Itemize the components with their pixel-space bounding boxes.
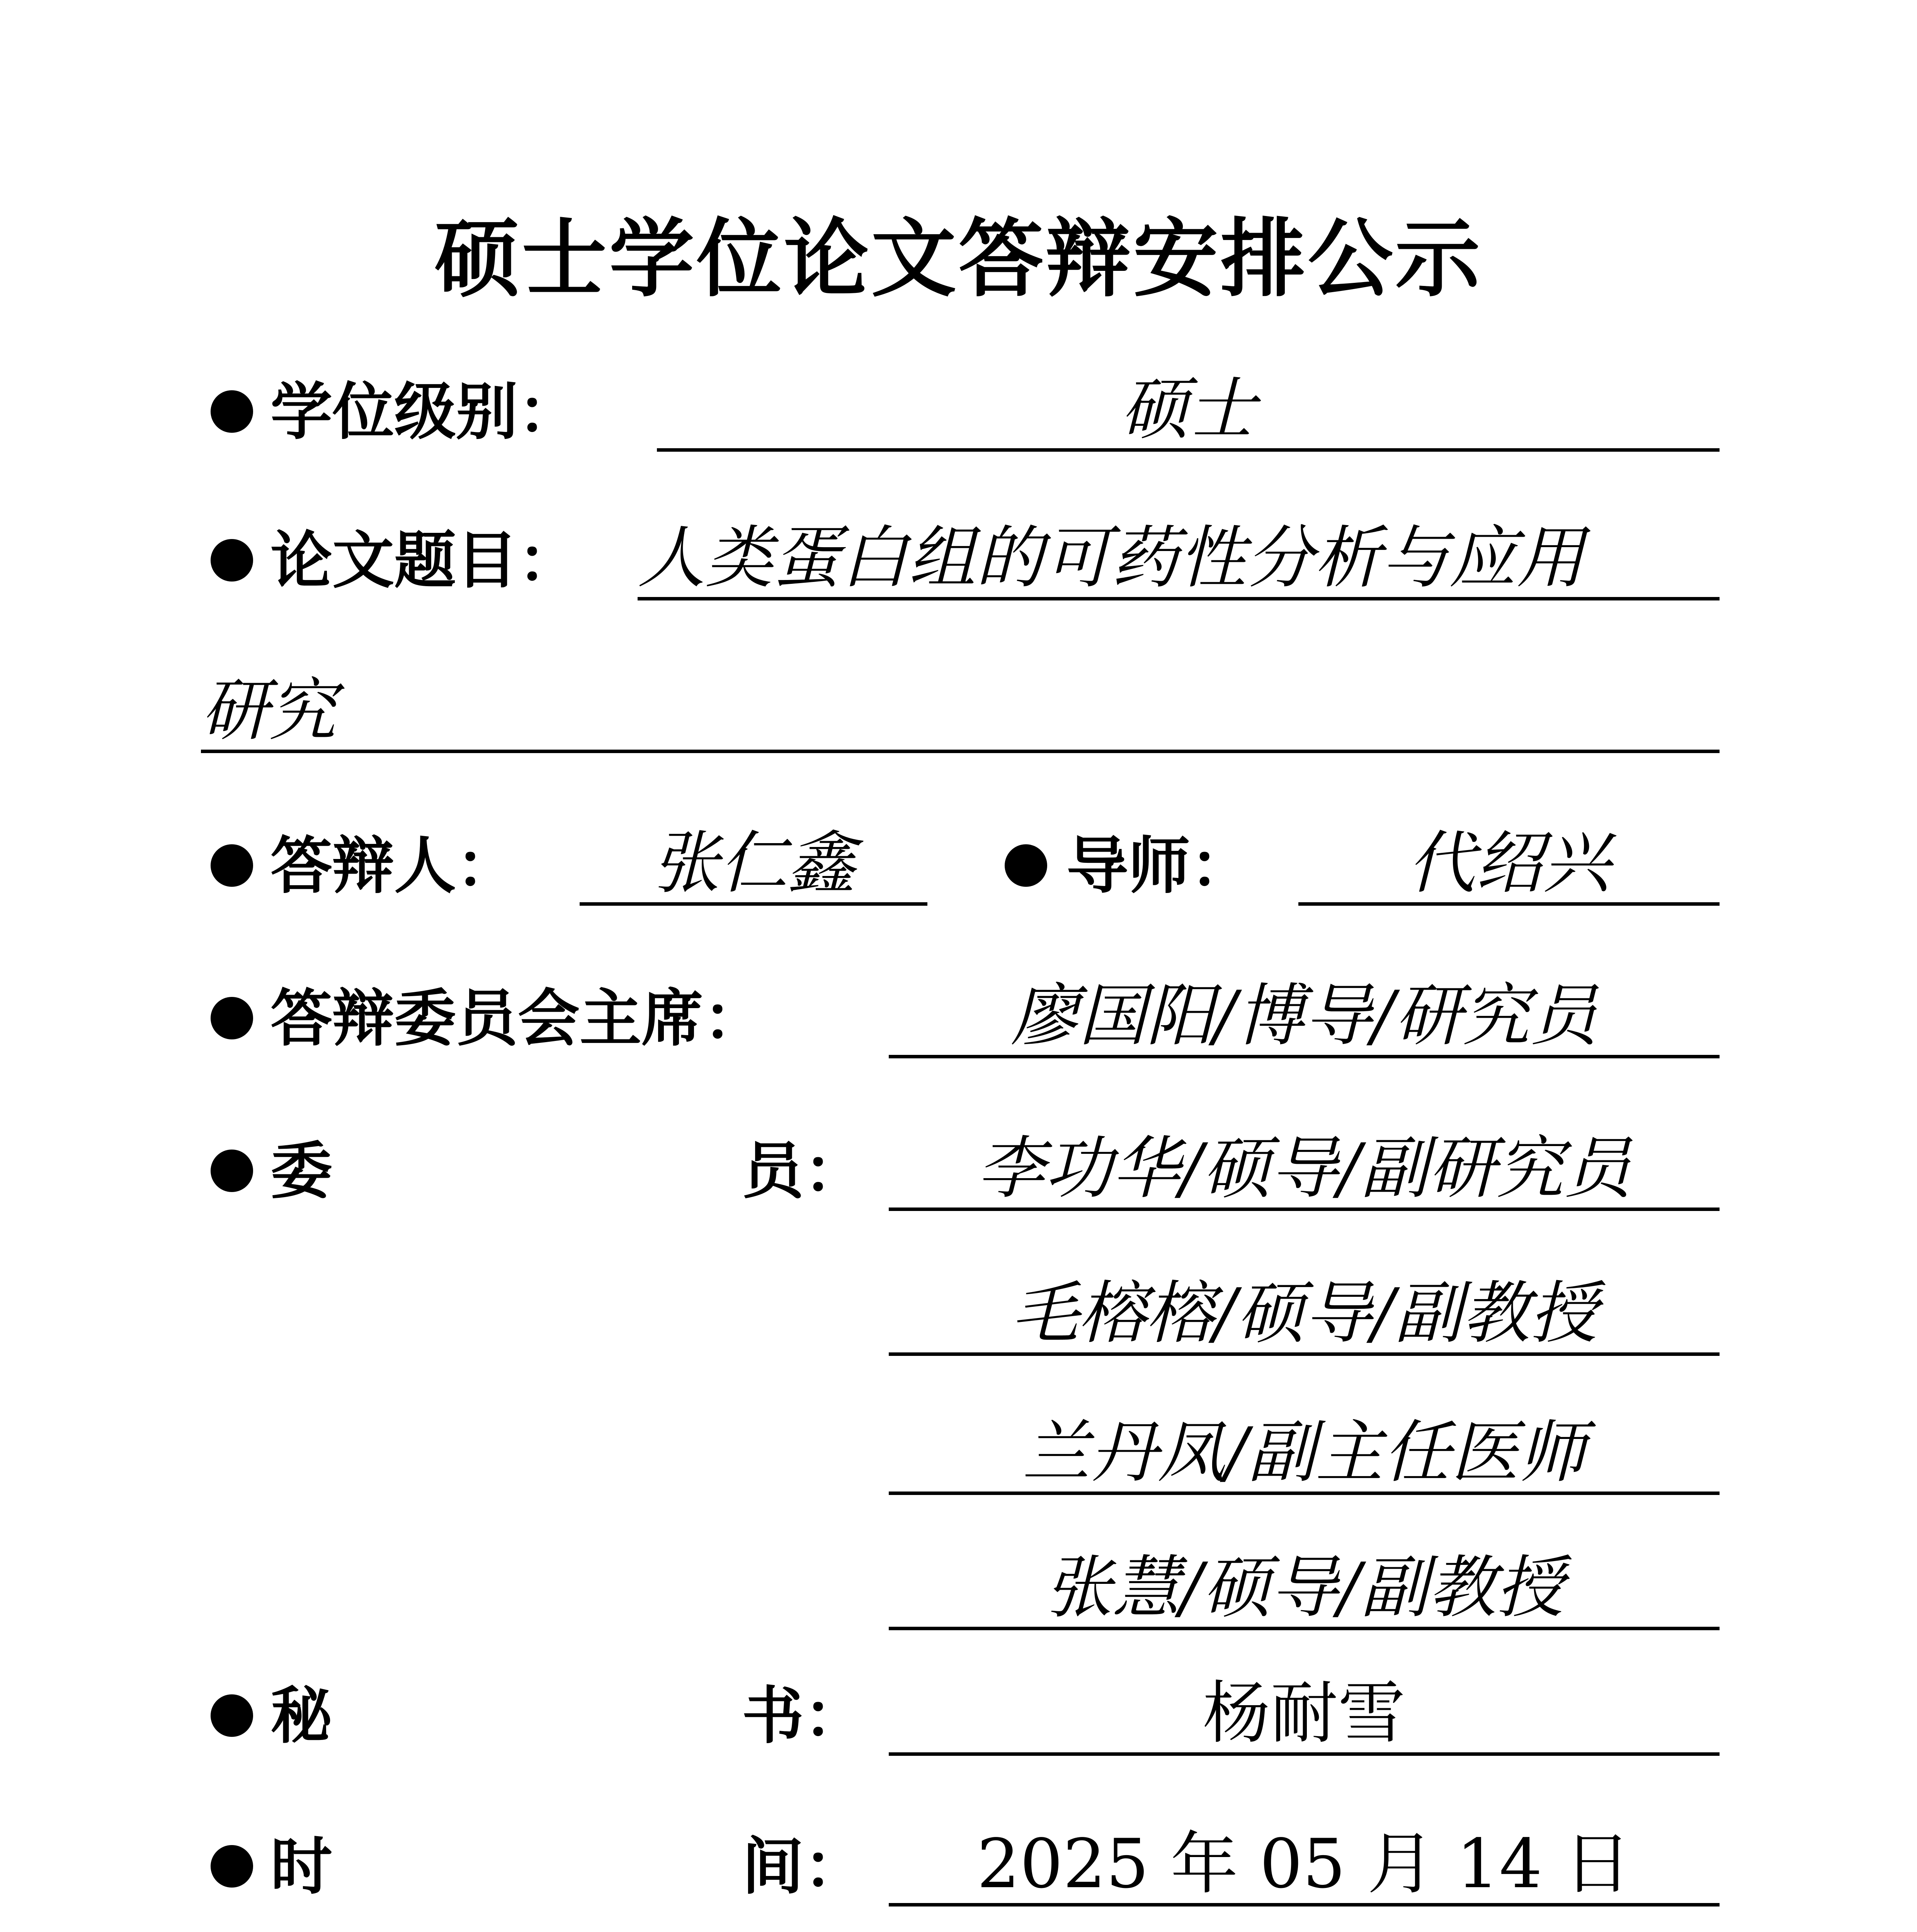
- chair-label: 答辩委员会主席：: [270, 982, 765, 1054]
- chair-value: 廖国阳/博导/研究员: [889, 978, 1720, 1058]
- bullet-icon: [1005, 844, 1047, 887]
- secretary-label-left: 秘: [270, 1679, 333, 1752]
- member-1: 李功华/硕导/副研究员: [889, 1130, 1720, 1211]
- bullet-icon: [211, 539, 253, 582]
- time-label-left: 时: [270, 1830, 333, 1903]
- degree-label: 学位级别：: [270, 375, 580, 448]
- defender-label: 答辩人：: [270, 829, 518, 902]
- member-2: 毛榕榕/硕导/副教授: [889, 1275, 1720, 1356]
- thesis-title-line1: 人类蛋白组的可药性分析与应用: [638, 520, 1720, 600]
- time-label-right: 间：: [742, 1830, 866, 1903]
- thesis-title-label: 论文题目：: [270, 524, 580, 597]
- degree-value: 硕士: [657, 371, 1720, 452]
- page-title: 硕士学位论文答辩安排公示: [434, 209, 1483, 308]
- bullet-icon: [211, 390, 253, 433]
- bullet-icon: [211, 1694, 253, 1737]
- secretary-label-right: 书：: [742, 1679, 866, 1752]
- members-label-right: 员：: [742, 1134, 866, 1207]
- member-3: 兰丹凤/副主任医师: [889, 1414, 1720, 1495]
- time-value: 2025 年 05 月 14 日: [889, 1826, 1720, 1906]
- thesis-title-line2: 研究: [201, 672, 1720, 753]
- advisor-label: 导师：: [1067, 829, 1252, 902]
- member-4: 张慧/硕导/副教授: [889, 1549, 1720, 1630]
- advisor-value: 代绍兴: [1298, 825, 1720, 906]
- secretary-value: 杨耐雪: [889, 1675, 1720, 1756]
- bullet-icon: [211, 844, 253, 887]
- members-label-left: 委: [270, 1134, 333, 1207]
- defender-value: 张仁鑫: [580, 825, 927, 906]
- bullet-icon: [211, 1845, 253, 1888]
- bullet-icon: [211, 997, 253, 1039]
- bullet-icon: [211, 1150, 253, 1192]
